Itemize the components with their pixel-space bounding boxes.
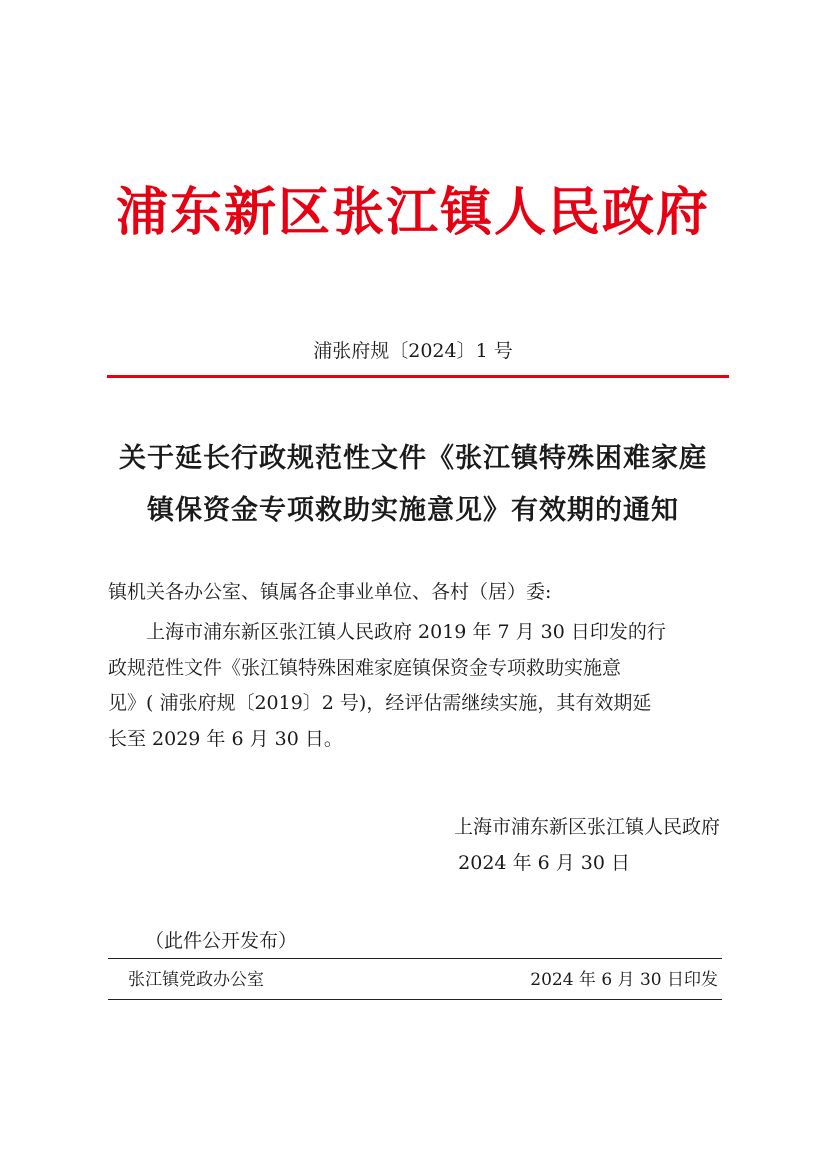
document-title-line-2: 镇保资金专项救助实施意见》有效期的通知 [147,495,679,526]
body-paragraph [108,615,720,757]
document-number: 浦张府规〔2024〕1 号 [313,340,513,362]
document-title-line-1: 关于延长行政规范性文件《张江镇特殊困难家庭 [119,443,707,474]
body-line-3: 见》( 浦张府规〔2019〕2 号)，经评估需继续实施，其有效期延 [108,692,652,714]
issuer-title: 浦东新区张江镇人民政府 [115,182,710,243]
red-divider [107,375,729,378]
print-date: 2024 年 6 月 30 日印发 [530,970,718,990]
body-line-4: 长至 2029 年 6 月 30 日。 [108,727,343,750]
body-line-1: 上海市浦东新区张江镇人民政府 2019 年 7 月 30 日印发的行 [146,621,666,643]
public-release-note: （此件公开发布） [145,930,298,952]
document-title [90,433,736,537]
footer-top-rule [108,958,722,959]
addressee: 镇机关各办公室、镇属各企事业单位、各村（居）委: [108,581,552,603]
issuing-office: 张江镇党政办公室 [128,970,264,990]
signature-date: 2024 年 6 月 30 日 [458,852,630,874]
signature-organization: 上海市浦东新区张江镇人民政府 [453,816,720,838]
body-line-2: 政规范性文件《张江镇特殊困难家庭镇保资金专项救助实施意 [108,656,622,679]
footer-bottom-rule [108,999,722,1000]
